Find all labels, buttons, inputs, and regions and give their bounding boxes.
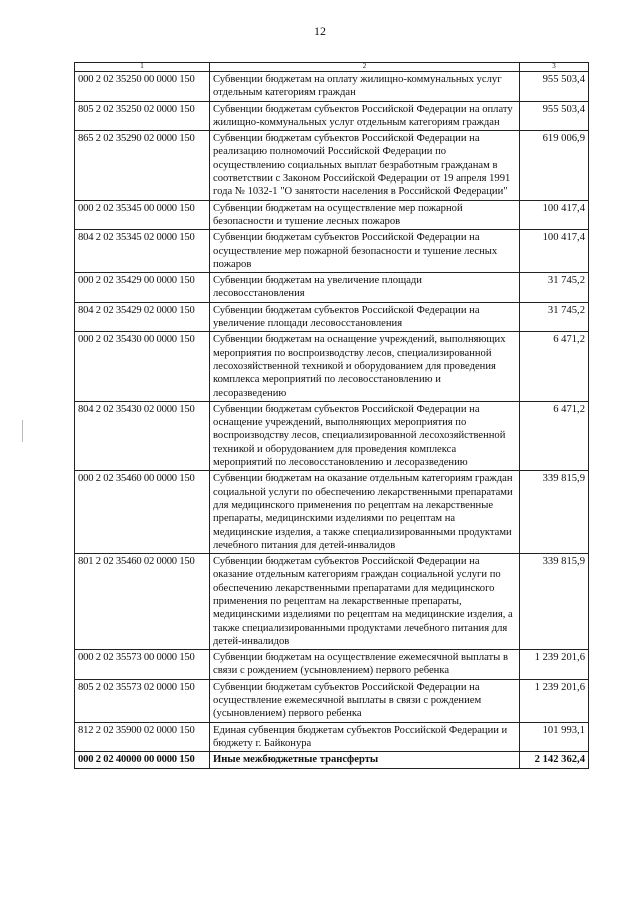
amount-cell: 619 006,9 xyxy=(520,131,589,200)
budget-code-cell: 000 2 02 35460 00 0000 150 xyxy=(75,471,210,554)
table-body xyxy=(75,72,589,769)
budget-code-cell: 000 2 02 40000 00 0000 150 xyxy=(75,752,210,768)
budget-code-cell: 805 2 02 35250 02 0000 150 xyxy=(75,101,210,131)
amount-cell: 1 239 201,6 xyxy=(520,679,589,722)
budget-code-cell: 801 2 02 35460 02 0000 150 xyxy=(75,554,210,650)
amount-cell: 339 815,9 xyxy=(520,554,589,650)
page-number: 12 xyxy=(314,24,326,38)
description-cell: Субвенции бюджетам субъектов Российской Федерации на увеличение площади лесовосстановления xyxy=(210,302,520,332)
column-header-name: 2 xyxy=(210,63,520,72)
description-cell: Субвенции бюджетам на увеличение площади лесовосстановления xyxy=(210,273,520,303)
budget-code-cell: 812 2 02 35900 02 0000 150 xyxy=(75,722,210,752)
description-cell: Субвенции бюджетам на осуществление ежемесячной выплаты в связи с рождением (усыновлением) первого ребенка xyxy=(210,650,520,680)
description-cell: Субвенции бюджетам субъектов Российской Федерации на оплату жилищно-коммунальных услуг отдельным категориям граждан xyxy=(210,101,520,131)
table-row xyxy=(75,131,589,200)
budget-table xyxy=(74,62,589,769)
amount-cell: 31 745,2 xyxy=(520,273,589,303)
budget-code-cell: 000 2 02 35573 00 0000 150 xyxy=(75,650,210,680)
description-cell: Иные межбюджетные трансферты xyxy=(210,752,520,768)
amount-cell: 101 993,1 xyxy=(520,722,589,752)
budget-code-cell: 865 2 02 35290 02 0000 150 xyxy=(75,131,210,200)
amount-cell: 100 417,4 xyxy=(520,230,589,273)
table-row xyxy=(75,230,589,273)
description-cell: Субвенции бюджетам на оказание отдельным категориям граждан социальной услуги по обеспечению лекарственными препаратами для медицинского применения по рецептам на лекарственные препараты, медицинскими изделиями по рецептам на медицинские изделия, а также специализированными продуктами лечебного питания для детей-инвалидов xyxy=(210,471,520,554)
description-cell: Субвенции бюджетам субъектов Российской Федерации на оснащение учреждений, выполняющих мероприятия по воспроизводству лесов, специализированной лесохозяйственной техникой и оборудованием для проведения комплекса мероприятий по лесовосстановлению и лесоразведению xyxy=(210,401,520,470)
description-cell: Субвенции бюджетам субъектов Российской Федерации на осуществление мер пожарной безопасности и тушение лесных пожаров xyxy=(210,230,520,273)
budget-code-cell: 000 2 02 35250 00 0000 150 xyxy=(75,72,210,102)
description-cell: Субвенции бюджетам на оплату жилищно-коммунальных услуг отдельным категориям граждан xyxy=(210,72,520,102)
description-cell: Субвенции бюджетам на осуществление мер пожарной безопасности и тушение лесных пожаров xyxy=(210,200,520,230)
budget-code-cell: 000 2 02 35430 00 0000 150 xyxy=(75,332,210,401)
description-cell: Субвенции бюджетам на оснащение учреждений, выполняющих мероприятия по воспроизводству лесов, специализированной лесохозяйственной техникой и оборудованием для проведения комплекса мероприятий по лесовосстановлению и лесоразведению xyxy=(210,332,520,401)
table-row xyxy=(75,401,589,470)
table-row xyxy=(75,72,589,102)
budget-code-cell: 804 2 02 35345 02 0000 150 xyxy=(75,230,210,273)
amount-cell: 100 417,4 xyxy=(520,200,589,230)
description-cell: Субвенции бюджетам субъектов Российской Федерации на осуществление ежемесячной выплаты в связи с рождением (усыновлением) первого ребенка xyxy=(210,679,520,722)
amount-cell: 339 815,9 xyxy=(520,471,589,554)
table-row xyxy=(75,471,589,554)
description-cell: Субвенции бюджетам субъектов Российской Федерации на оказание отдельным категориям граждан социальной услуги по обеспечению лекарственными препаратами для медицинского применения по рецептам на лекарственные препараты, медицинскими изделиями по рецептам на медицинские изделия, а также специализированными продуктами лечебного питания для детей-инвалидов xyxy=(210,554,520,650)
column-header-sum: 3 xyxy=(520,63,589,72)
budget-code-cell: 000 2 02 35429 00 0000 150 xyxy=(75,273,210,303)
header-row xyxy=(75,63,589,72)
amount-cell: 955 503,4 xyxy=(520,101,589,131)
table-row xyxy=(75,650,589,680)
budget-code-cell: 804 2 02 35430 02 0000 150 xyxy=(75,401,210,470)
table-row xyxy=(75,554,589,650)
budget-code-cell: 804 2 02 35429 02 0000 150 xyxy=(75,302,210,332)
total-row xyxy=(75,752,589,768)
table-row xyxy=(75,101,589,131)
budget-code-cell: 000 2 02 35345 00 0000 150 xyxy=(75,200,210,230)
description-cell: Субвенции бюджетам субъектов Российской Федерации на реализацию полномочий Российской Федерации по осуществлению социальных выплат безработным гражданам в соответствии с Законом Российской Федерации от 19 апреля 1991 года № 1032-1 "О занятости населения в Российской Федерации" xyxy=(210,131,520,200)
amount-cell: 6 471,2 xyxy=(520,401,589,470)
table-row xyxy=(75,200,589,230)
table-row xyxy=(75,302,589,332)
table-row xyxy=(75,332,589,401)
table-row xyxy=(75,679,589,722)
table-row xyxy=(75,273,589,303)
margin-mark xyxy=(22,420,25,442)
amount-cell: 31 745,2 xyxy=(520,302,589,332)
column-header-code: 1 xyxy=(75,63,210,72)
amount-cell: 2 142 362,4 xyxy=(520,752,589,768)
budget-code-cell: 805 2 02 35573 02 0000 150 xyxy=(75,679,210,722)
amount-cell: 1 239 201,6 xyxy=(520,650,589,680)
table-row xyxy=(75,722,589,752)
amount-cell: 955 503,4 xyxy=(520,72,589,102)
description-cell: Единая субвенция бюджетам субъектов Российской Федерации и бюджету г. Байконура xyxy=(210,722,520,752)
amount-cell: 6 471,2 xyxy=(520,332,589,401)
